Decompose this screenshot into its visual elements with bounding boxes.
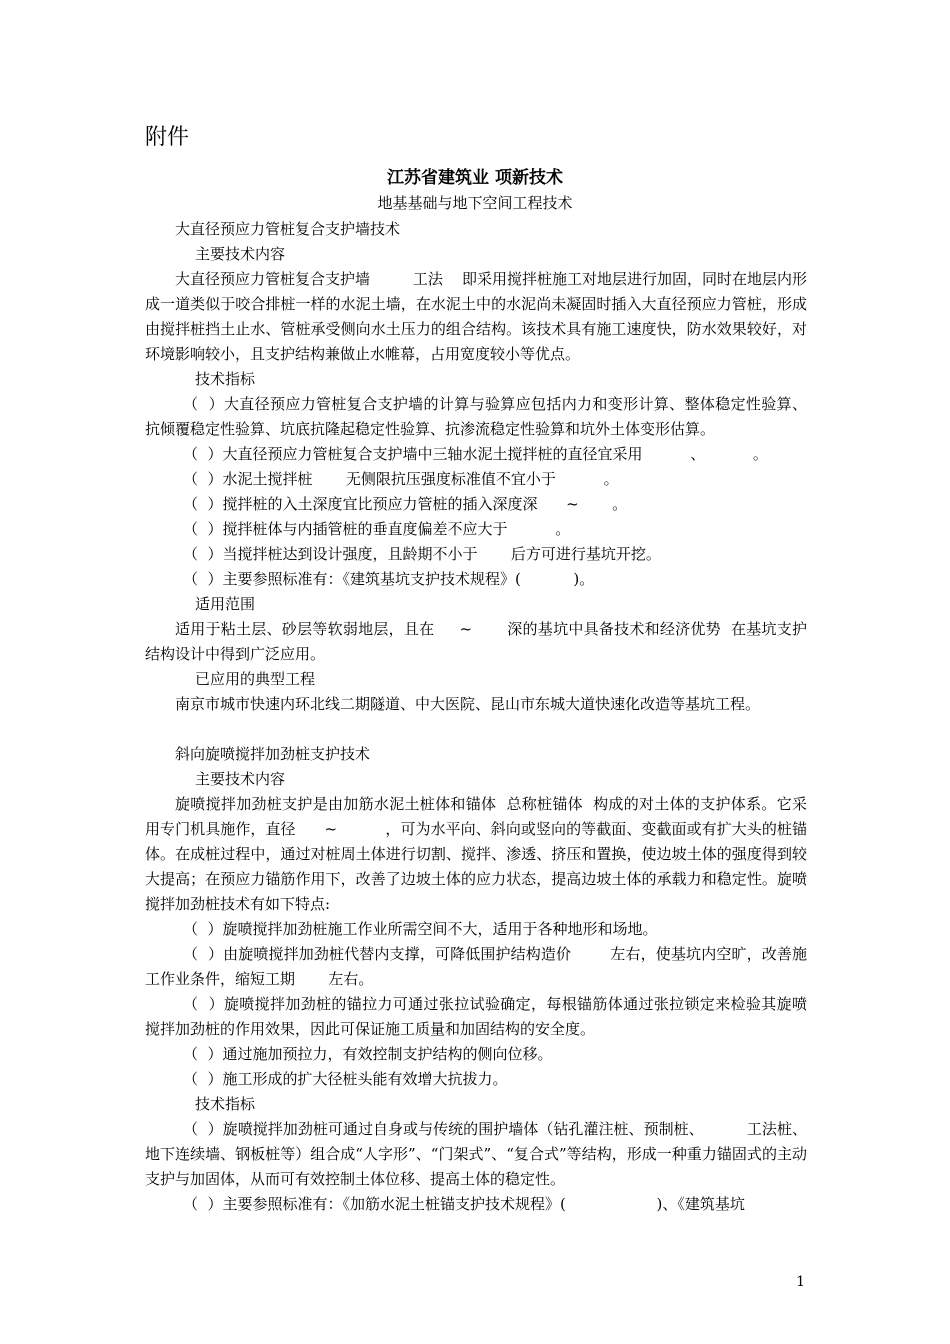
section2-content-heading: 主要技术内容 (195, 770, 286, 788)
section1-indicator: （ ）当搅拌桩达到设计强度，且龄期不小于 后方可进行基坑开挖。 (183, 545, 661, 563)
section1-content: 大直径预应力管桩复合支护墙 工法 即采用搅拌桩施工对地层进行加固，同时在地层内形成一道类似于咬合排桩一样的水泥土墙，在水泥土中的水泥尚未凝固时插入大直径预应力管桩，形成由搅拌桩挡土止水、管桩承受侧向水土压力的组合结构。该技术具有施工速度快，防水效果较好，对环境影响较小，且支护结构兼做止水帷幕，占用宽度较小等优点。 (145, 270, 807, 363)
section2-feature: （ ）施工形成的扩大径桩头能有效增大抗拔力。 (183, 1070, 508, 1088)
section2-indicators-heading: 技术指标 (195, 1095, 256, 1113)
section1-indicator: （ ）大直径预应力管桩复合支护墙的计算与验算应包括内力和变形计算、整体稳定性验算、抗倾覆稳定性验算、坑底抗隆起稳定性验算、抗渗流稳定性验算和坑外土体变形估算。 (145, 395, 807, 438)
attachment-label: 附件 (145, 125, 190, 150)
document-subtitle: 地基基础与地下空间工程技术 (377, 194, 573, 212)
section1-projects: 南京市城市快速内环北线二期隧道、中大医院、昆山市东城大道快速化改造等基坑工程。 (175, 695, 761, 713)
section1-heading: 大直径预应力管桩复合支护墙技术 (175, 220, 401, 238)
section1-projects-heading: 已应用的典型工程 (195, 670, 316, 688)
document-body (145, 217, 807, 1217)
section2-feature: （ ）旋喷搅拌加劲桩的锚拉力可通过张拉试验确定，每根锚筋体通过张拉锁定来检验其旋喷搅拌加劲桩的作用效果，因此可保证施工质量和加固结构的安全度。 (145, 995, 807, 1038)
section2-feature: （ ）由旋喷搅拌加劲桩代替内支撑，可降低围护结构造价 左右，使基坑内空旷，改善施工作业条件，缩短工期 左右。 (145, 945, 807, 988)
section1-indicators-heading: 技术指标 (195, 370, 256, 388)
section1-content-heading: 主要技术内容 (195, 245, 286, 263)
section2-content: 旋喷搅拌加劲桩支护是由加筋水泥土桩体和锚体 总称桩锚体 构成的对土体的支护体系。它采用专门机具施作，直径 ~ ，可为水平向、斜向或竖向的等截面、变截面或有扩大头的桩锚体。在成桩过程中，通过对桩周土体进行切割、搅拌、渗透、挤压和置换，使边坡土体的强度得到较大提高；在预应力锚筋作用下，改善了边坡土体的应力状态，提高边坡土体的承载力和稳定性。旋喷搅拌加劲桩技术有如下特点: (145, 795, 807, 913)
section1-indicator: （ ）搅拌桩的入土深度宜比预应力管桩的插入深度深 ~ 。 (183, 495, 628, 513)
page-number: 1 (796, 1274, 805, 1290)
section-spacer (145, 717, 807, 742)
section2-indicator: （ ）旋喷搅拌加劲桩可通过自身或与传统的围护墙体（钻孔灌注桩、预制桩、 工法桩、地下连续墙、钢板桩等）组合成“人字形”、“门架式”、“复合式”等结构，形成一种重力锚固式的主动支护与加固体，从而可有效控制土体位移、提高土体的稳定性。 (145, 1120, 807, 1188)
section2-indicator: （ ）主要参照标准有：《加筋水泥土桩锚支护技术规程》( )、《建筑基坑 (183, 1195, 745, 1213)
section2-heading: 斜向旋喷搅拌加劲桩支护技术 (175, 745, 371, 763)
section2-feature: （ ）旋喷搅拌加劲桩施工作业所需空间不大，适用于各种地形和场地。 (183, 920, 658, 938)
document-title: 江苏省建筑业 项新技术 (387, 168, 563, 188)
section1-indicator: （ ）主要参照标准有：《建筑基坑支护技术规程》( )。 (183, 570, 595, 588)
section1-scope-heading: 适用范围 (195, 595, 256, 613)
section1-scope: 适用于粘土层、砂层等软弱地层，且在 ~ 深的基坑中具备技术和经济优势 在基坑支护结构设计中得到广泛应用。 (145, 620, 807, 663)
section1-indicator: （ ）大直径预应力管桩复合支护墙中三轴水泥土搅拌桩的直径宜采用 、 。 (183, 445, 768, 463)
section1-indicator: （ ）搅拌桩体与内插管桩的垂直度偏差不应大于 。 (183, 520, 571, 538)
section1-indicator: （ ）水泥土搅拌桩 无侧限抗压强度标准值不宜小于 。 (183, 470, 619, 488)
section2-feature: （ ）通过施加预拉力，有效控制支护结构的侧向位移。 (183, 1045, 553, 1063)
